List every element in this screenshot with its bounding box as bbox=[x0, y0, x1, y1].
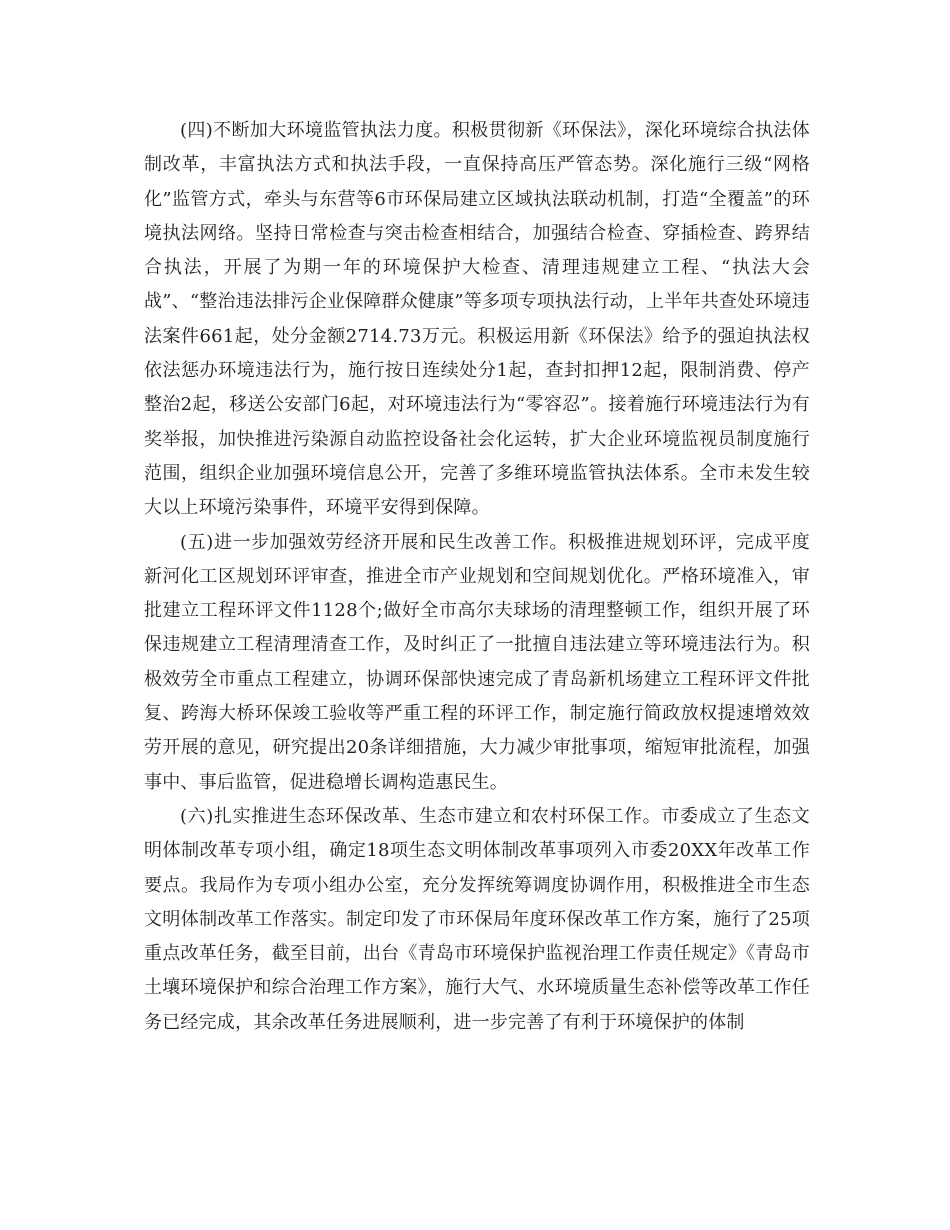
paragraph-section-6: (六)扎实推进生态环保改革、生态市建立和农村环保工作。市委成立了生态文明体制改革专项小组，确定18项生态文明体制改革事项列入市委20XX年改革工作要点。我局作为专项小组办公室，充分发挥统筹调度协调作用，积极推进全市生态文明体制改革工作落实。制定印发了市环保局年度环保改革工作方案，施行了25项重点改革任务，截至目前，出台《青岛市环境保护监视治理工作责任规定》《青岛市土壤环境保护和综合治理工作方案》，施行大气、水环境质量生态补偿等改革工作任务已经完成，其余改革任务进展顺利，进一步完善了有利于环境保护的体制 bbox=[144, 805, 810, 1033]
document-body bbox=[144, 114, 810, 1040]
paragraph-section-5: (五)进一步加强效劳经济开展和民生改善工作。积极推进规划环评，完成平度新河化工区规划环评审查，推进全市产业规划和空间规划优化。严格环境准入，审批建立工程环评文件1128个;做好全市高尔夫球场的清理整顿工作，组织开展了环保违规建立工程清理清查工作，及时纠正了一批擅自违法建立等环境违法行为。积极效劳全市重点工程建立，协调环保部快速完成了青岛新机场建立工程环评文件批复、跨海大桥环保竣工验收等严重工程的环评工作，制定施行简政放权提速增效效劳开展的意见，研究提出20条详细措施，大力减少审批事项，缩短审批流程，加强事中、事后监管，促进稳增长调构造惠民生。 bbox=[144, 531, 810, 793]
paragraph-section-4: (四)不断加大环境监管执法力度。积极贯彻新《环保法》，深化环境综合执法体制改革，丰富执法方式和执法手段，一直保持高压严管态势。深化施行三级“网格化”监管方式，牵头与东营等6市环保局建立区域执法联动机制，打造“全覆盖”的环境执法网络。坚持日常检查与突击检查相结合，加强结合检查、穿插检查、跨界结合执法，开展了为期一年的环境保护大检查、清理违规建立工程、“执法大会战”、“整治违法排污企业保障群众健康”等多项专项执法行动，上半年共查处环境违法案件661起，处分金额2714.73万元。积极运用新《环保法》给予的强迫执法权依法惩办环境违法行为，施行按日连续处分1起，查封扣押12起，限制消费、停产整治2起，移送公安部门6起，对环境违法行为“零容忍”。接着施行环境违法行为有奖举报，加快推进污染源自动监控设备社会化运转，扩大企业环境监视员制度施行范围，组织企业加强环境信息公开，完善了多维环境监管执法体系。全市未发生较大以上环境污染事件，环境平安得到保障。 bbox=[144, 120, 810, 519]
